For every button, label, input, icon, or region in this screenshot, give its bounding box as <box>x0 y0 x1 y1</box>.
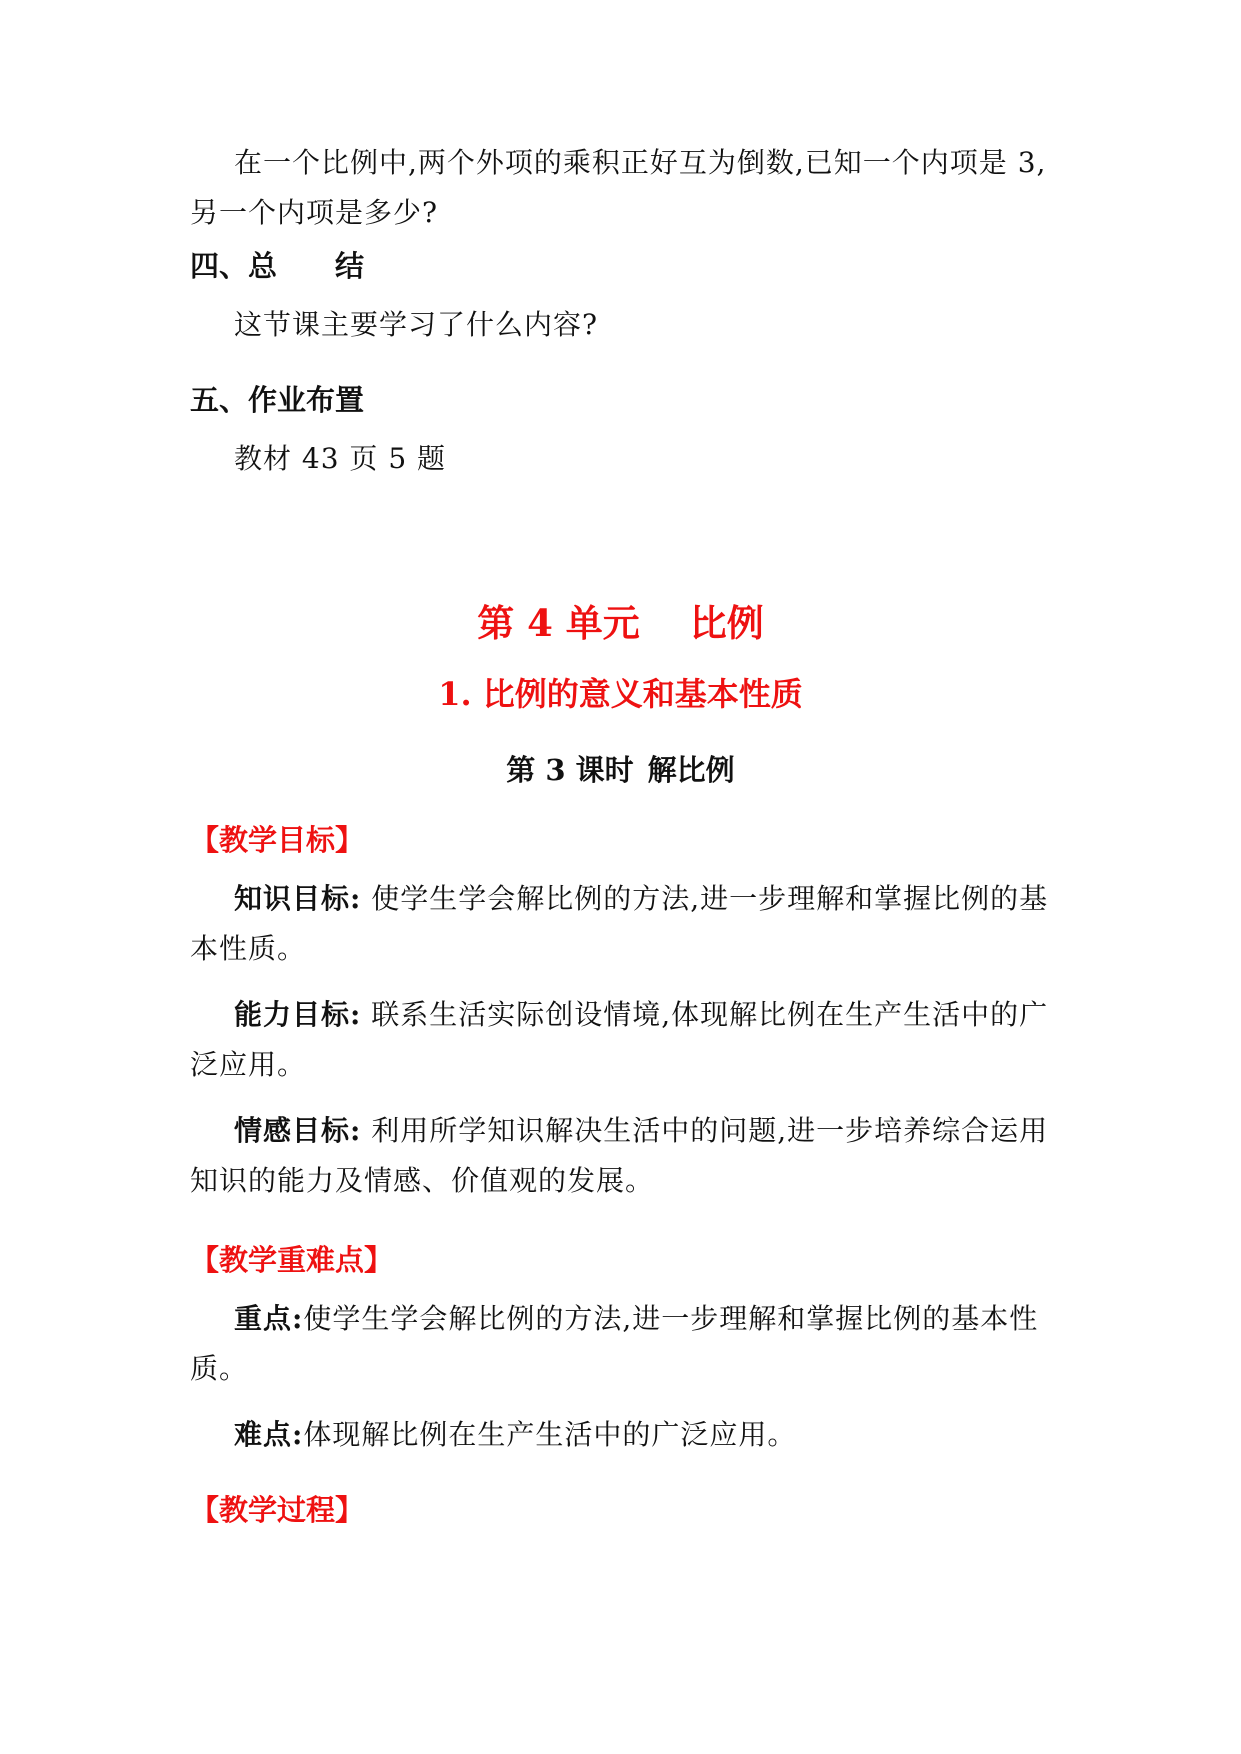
question-block <box>190 138 1055 238</box>
homework-heading: 五、作业布置 <box>190 383 365 417</box>
ability-objective-label: 能力目标: <box>234 998 362 1031</box>
homework-text: 教材 43 页 5 题 <box>234 442 447 475</box>
question-paragraph: 在一个比例中,两个外项的乘积正好互为倒数,已知一个内项是 3,另一个内项是多少? <box>190 146 1047 229</box>
key-points-heading: 【教学重难点】 <box>190 1243 394 1277</box>
process-heading: 【教学过程】 <box>190 1493 365 1527</box>
unit-title-part-b: 比例 <box>689 601 764 645</box>
difficult-point-text: 体现解比例在生产生活中的广泛应用。 <box>303 1418 797 1451</box>
summary-heading-block <box>190 246 1055 286</box>
unit-title-part-a: 第 4 单元 <box>477 601 640 645</box>
key-point-block <box>190 1294 1055 1394</box>
lesson-title <box>0 750 1241 790</box>
emotion-objective <box>190 1106 1055 1206</box>
key-point-text: 使学生学会解比例的方法,进一步理解和掌握比例的基本性质。 <box>190 1302 1039 1385</box>
key-point <box>190 1294 1055 1394</box>
difficult-point-block <box>190 1410 1055 1460</box>
ability-objective-text: 联系生活实际创设情境,体现解比例在生产生活中的广泛应用。 <box>190 998 1049 1081</box>
ability-objective-block <box>190 990 1055 1090</box>
difficult-point-label: 难点: <box>234 1418 304 1451</box>
objectives-heading-block <box>190 820 1055 860</box>
summary-heading <box>190 246 1055 286</box>
objectives-heading: 【教学目标】 <box>190 823 365 857</box>
summary-text-block <box>190 300 1055 350</box>
summary-heading-part-b: 结 <box>335 249 365 283</box>
unit-title <box>0 598 1241 648</box>
ability-objective <box>190 990 1055 1090</box>
summary-text: 这节课主要学习了什么内容? <box>234 308 599 341</box>
emotion-objective-text: 利用所学知识解决生活中的问题,进一步培养综合运用知识的能力及情感、价值观的发展。 <box>190 1114 1049 1197</box>
lesson-title-part-b: 解比例 <box>647 753 735 787</box>
key-point-label: 重点: <box>234 1302 304 1335</box>
homework-text-block <box>190 434 1055 484</box>
section-title: 1. 比例的意义和基本性质 <box>438 675 803 713</box>
knowledge-objective-label: 知识目标: <box>234 882 362 915</box>
lesson-title-part-a: 第 3 课时 <box>506 753 634 787</box>
key-points-heading-block <box>190 1240 1055 1280</box>
emotion-objective-label: 情感目标: <box>234 1114 362 1147</box>
difficult-point <box>190 1410 1055 1460</box>
process-heading-block <box>190 1490 1055 1530</box>
knowledge-objective <box>190 874 1055 974</box>
knowledge-objective-block <box>190 874 1055 974</box>
knowledge-objective-text: 使学生学会解比例的方法,进一步理解和掌握比例的基本性质。 <box>190 882 1049 965</box>
summary-heading-part-a: 四、总 <box>190 249 278 283</box>
homework-heading-block <box>190 380 1055 420</box>
emotion-objective-block <box>190 1106 1055 1206</box>
